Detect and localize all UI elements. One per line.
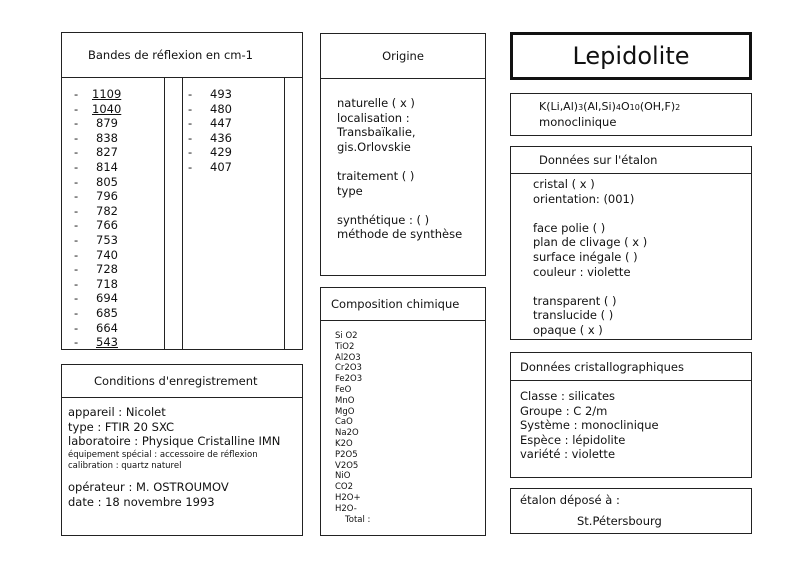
composition-item: Si O2 <box>335 331 358 341</box>
origin-line <box>337 198 462 213</box>
band-row <box>188 160 232 175</box>
composition-item: H2O- <box>335 503 357 514</box>
band-row <box>188 145 232 160</box>
band-row <box>74 262 121 277</box>
band-value: 694 <box>96 291 118 306</box>
etalon-line <box>533 279 647 294</box>
composition-item: CaO <box>335 417 353 428</box>
band-value: 493 <box>210 87 232 101</box>
bands-divider-3 <box>284 78 285 349</box>
bands-column-2 <box>188 87 232 175</box>
etalon-line: plan de clivage ( x ) <box>533 235 648 250</box>
band-value: 685 <box>96 305 118 320</box>
band-row <box>74 116 121 131</box>
band-dash: - <box>74 335 79 350</box>
composition-panel <box>320 287 486 536</box>
etalon-title: Données sur l'étalon <box>511 147 751 174</box>
band-value: 718 <box>96 276 118 291</box>
band-value: 879 <box>96 116 118 131</box>
band-row <box>188 131 232 146</box>
band-value: 480 <box>210 101 232 116</box>
composition-item: MnO <box>335 395 355 406</box>
conditions-appareil: appareil : Nicolet <box>68 405 166 419</box>
band-dash: - <box>74 159 79 174</box>
composition-item: Cr2O3 <box>335 363 362 374</box>
bands-divider-1 <box>164 78 165 349</box>
band-dash: - <box>74 232 79 247</box>
band-dash: - <box>74 291 79 306</box>
band-value: 429 <box>210 145 232 160</box>
conditions-equipement: équipement spécial : accessoire de réflexion <box>68 449 258 460</box>
band-row <box>188 116 232 131</box>
band-value: 1109 <box>92 87 122 101</box>
band-dash: - <box>188 159 193 174</box>
band-dash: - <box>74 320 79 335</box>
composition-item: V2O5 <box>335 460 359 471</box>
etalon-line: face polie ( ) <box>533 220 606 235</box>
etalon-line: translucide ( ) <box>533 308 614 323</box>
etalon-panel <box>510 146 752 340</box>
deposit-label: étalon déposé à : <box>520 493 620 507</box>
mineral-name-box <box>510 32 752 80</box>
conditions-calibration: calibration : quartz naturel <box>68 460 182 471</box>
mineral-name: Lepidolite <box>572 42 690 70</box>
band-dash: - <box>74 305 79 320</box>
conditions-title: Conditions d'enregistrement <box>62 365 302 398</box>
band-dash: - <box>188 116 193 131</box>
band-dash: - <box>188 101 193 116</box>
formula: K(Li,Al)3(Al,Si)4O10(OH,F)2 <box>539 100 681 113</box>
cristallo-line: Système : monoclinique <box>520 418 659 433</box>
composition-item: FeO <box>335 384 352 395</box>
conditions-content <box>68 405 280 510</box>
origin-title: Origine <box>321 34 485 79</box>
band-row <box>74 218 121 233</box>
band-value: 1040 <box>92 101 122 116</box>
origin-line: synthétique : ( ) <box>337 212 430 227</box>
band-value: 543 <box>96 335 118 350</box>
composition-title: Composition chimique <box>321 288 485 321</box>
composition-content <box>335 331 370 525</box>
band-dash: - <box>74 101 79 116</box>
composition-item: H2O+ <box>335 492 361 503</box>
band-row <box>188 102 232 117</box>
origin-line: gis.Orlovskie <box>337 139 411 154</box>
band-row <box>74 291 121 306</box>
cristallo-content <box>520 389 659 462</box>
band-row <box>74 102 121 117</box>
band-row <box>74 160 121 175</box>
band-row <box>74 277 121 292</box>
composition-item: Na2O <box>335 428 359 439</box>
etalon-line: orientation: (001) <box>533 191 635 206</box>
band-value: 436 <box>210 130 232 145</box>
origin-line: localisation : <box>337 110 410 125</box>
composition-item: Al2O3 <box>335 352 361 363</box>
band-row <box>74 87 121 102</box>
cristallo-panel <box>510 352 752 478</box>
deposit-place: St.Pétersbourg <box>577 514 662 528</box>
band-row <box>74 204 121 219</box>
band-row <box>74 321 121 336</box>
composition-item: P2O5 <box>335 449 358 460</box>
conditions-type: type : FTIR 20 SXC <box>68 419 175 434</box>
bands-panel <box>61 32 303 350</box>
band-value: 753 <box>96 232 118 247</box>
conditions-date: date : 18 novembre 1993 <box>68 494 215 509</box>
band-value: 407 <box>210 159 232 174</box>
band-dash: - <box>74 262 79 277</box>
etalon-line: couleur : violette <box>533 264 631 279</box>
conditions-panel <box>61 364 303 536</box>
origin-panel <box>320 33 486 276</box>
composition-item: TiO2 <box>335 341 355 352</box>
cristallo-line: Espèce : lépidolite <box>520 432 626 447</box>
band-row <box>74 131 121 146</box>
composition-item: CO2 <box>335 482 354 493</box>
etalon-line: cristal ( x ) <box>533 177 595 191</box>
band-row <box>74 175 121 190</box>
band-dash: - <box>74 130 79 145</box>
band-row <box>74 189 121 204</box>
formula-panel <box>510 93 752 136</box>
band-value: 827 <box>96 145 118 160</box>
cristallo-line: Groupe : C 2/m <box>520 403 608 418</box>
etalon-line: opaque ( x ) <box>533 322 603 337</box>
band-dash: - <box>74 189 79 204</box>
band-value: 814 <box>96 159 118 174</box>
band-dash: - <box>74 145 79 160</box>
band-dash: - <box>74 247 79 262</box>
band-value: 740 <box>96 247 118 262</box>
band-dash: - <box>188 87 193 101</box>
band-dash: - <box>74 87 79 101</box>
origin-line: méthode de synthèse <box>337 227 463 242</box>
band-row <box>74 306 121 321</box>
composition-item: NiO <box>335 471 351 482</box>
band-dash: - <box>74 174 79 189</box>
band-dash: - <box>74 203 79 218</box>
etalon-content <box>533 177 647 338</box>
origin-content <box>337 96 462 242</box>
deposit-panel <box>510 488 752 534</box>
etalon-line <box>533 206 647 221</box>
bands-title: Bandes de réflexion en cm-1 <box>62 33 302 78</box>
band-dash: - <box>74 116 79 131</box>
band-value: 728 <box>96 262 118 277</box>
band-row <box>74 335 121 350</box>
band-value: 796 <box>96 189 118 204</box>
origin-line: type <box>337 183 363 198</box>
conditions-operateur: opérateur : M. OSTROUMOV <box>68 480 229 495</box>
band-value: 766 <box>96 218 118 233</box>
band-dash: - <box>74 218 79 233</box>
origin-line: naturelle ( x ) <box>337 96 415 110</box>
composition-item: MgO <box>335 406 355 417</box>
cristallo-line: variété : violette <box>520 447 616 462</box>
conditions-laboratoire: laboratoire : Physique Cristalline IMN <box>68 434 281 449</box>
cristallo-line: Classe : silicates <box>520 389 616 403</box>
composition-total: Total : <box>345 514 371 525</box>
bands-column-1 <box>74 87 121 350</box>
etalon-line: transparent ( ) <box>533 293 617 308</box>
band-dash: - <box>188 145 193 160</box>
band-dash: - <box>188 130 193 145</box>
origin-line: Transbaïkalie, <box>337 125 416 140</box>
band-value: 838 <box>96 130 118 145</box>
band-row <box>74 233 121 248</box>
band-dash: - <box>74 276 79 291</box>
band-value: 447 <box>210 116 232 131</box>
band-row <box>74 248 121 263</box>
bands-divider-2 <box>182 78 183 349</box>
cristallo-title: Données cristallographiques <box>511 353 751 381</box>
band-value: 782 <box>96 203 118 218</box>
origin-line <box>337 154 462 169</box>
composition-item: K2O <box>335 438 353 449</box>
band-row <box>188 87 232 102</box>
band-value: 805 <box>96 174 118 189</box>
origin-line: traitement ( ) <box>337 168 415 183</box>
band-row <box>74 145 121 160</box>
band-value: 664 <box>96 320 118 335</box>
composition-item: Fe2O3 <box>335 374 363 385</box>
etalon-line: surface inégale ( ) <box>533 249 638 264</box>
crystal-system: monoclinique <box>539 115 617 129</box>
